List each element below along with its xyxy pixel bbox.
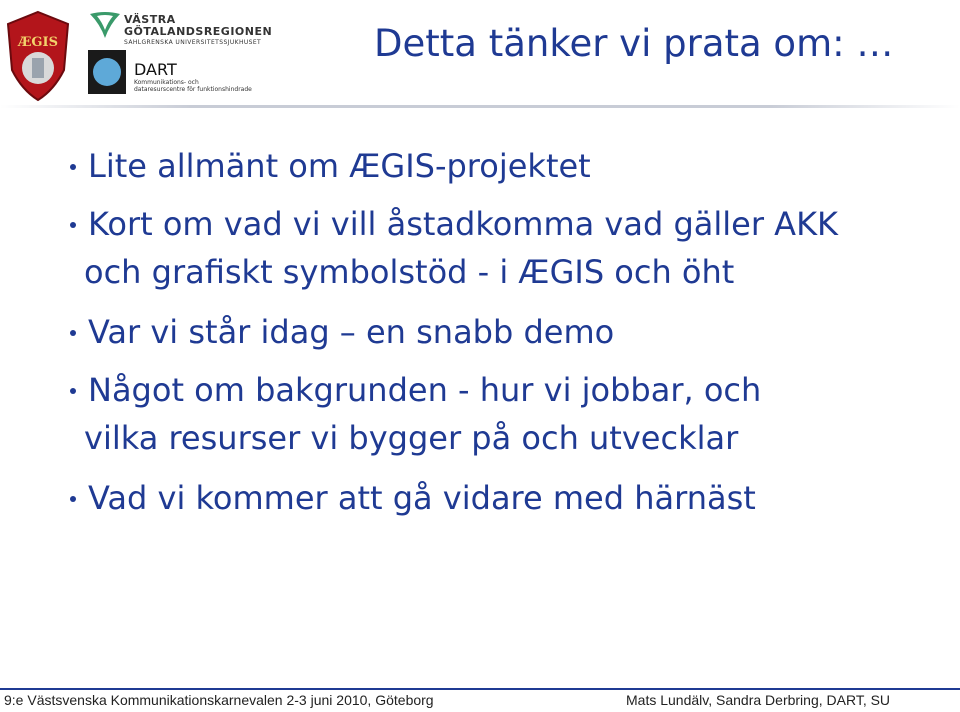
vgr-line1: VÄSTRA <box>124 13 176 26</box>
vgr-line3: SAHLGRENSKA UNIVERSITETSSJUKHUSET <box>124 39 262 46</box>
dart-circle-icon <box>93 58 121 86</box>
vgr-leaf-icon <box>88 10 122 40</box>
vgr-line2: GÖTALANDSREGIONEN <box>124 25 273 38</box>
bullet-dot <box>70 330 76 336</box>
dart-subtitle-2: dataresurscentre för funktionshindrade <box>134 86 252 93</box>
dart-subtitle-1: Kommunikations- och <box>134 79 199 86</box>
bullet-text: Kort om vad vi vill åstadkomma vad gäller AKK <box>88 205 839 243</box>
aegis-shield-logo <box>4 10 72 102</box>
bullet-text-line2: vilka resurser vi bygger på och utvecklar <box>84 419 739 457</box>
footer-event: 9:e Västsvenska Kommunikationskarnevalen 2-3 juni 2010, Göteborg <box>4 692 434 708</box>
bullet-text: Något om bakgrunden - hur vi jobbar, och <box>88 371 762 409</box>
dart-logo <box>88 50 278 98</box>
bullet-text: Vad vi kommer att gå vidare med härnäst <box>88 479 756 517</box>
bullet-dot <box>70 388 76 394</box>
footer-authors: Mats Lundälv, Sandra Derbring, DART, SU <box>626 692 891 708</box>
dart-mark <box>88 50 126 94</box>
bullet-dot <box>70 222 76 228</box>
bullet-dot <box>70 164 76 170</box>
bullet-text: Var vi står idag – en snabb demo <box>88 313 615 351</box>
dart-title: DART <box>134 60 177 79</box>
bullet-text-line2: och grafiskt symbolstöd - i ÆGIS och öht <box>84 253 735 291</box>
title-divider <box>0 103 960 111</box>
logo-area <box>0 0 300 110</box>
bullet-dot <box>70 496 76 502</box>
footer-divider <box>0 688 960 690</box>
slide-title: Detta tänker vi prata om: … <box>374 22 894 65</box>
aegis-logo-text: ÆGIS <box>17 35 59 50</box>
bullet-text: Lite allmänt om ÆGIS-projektet <box>88 147 591 185</box>
